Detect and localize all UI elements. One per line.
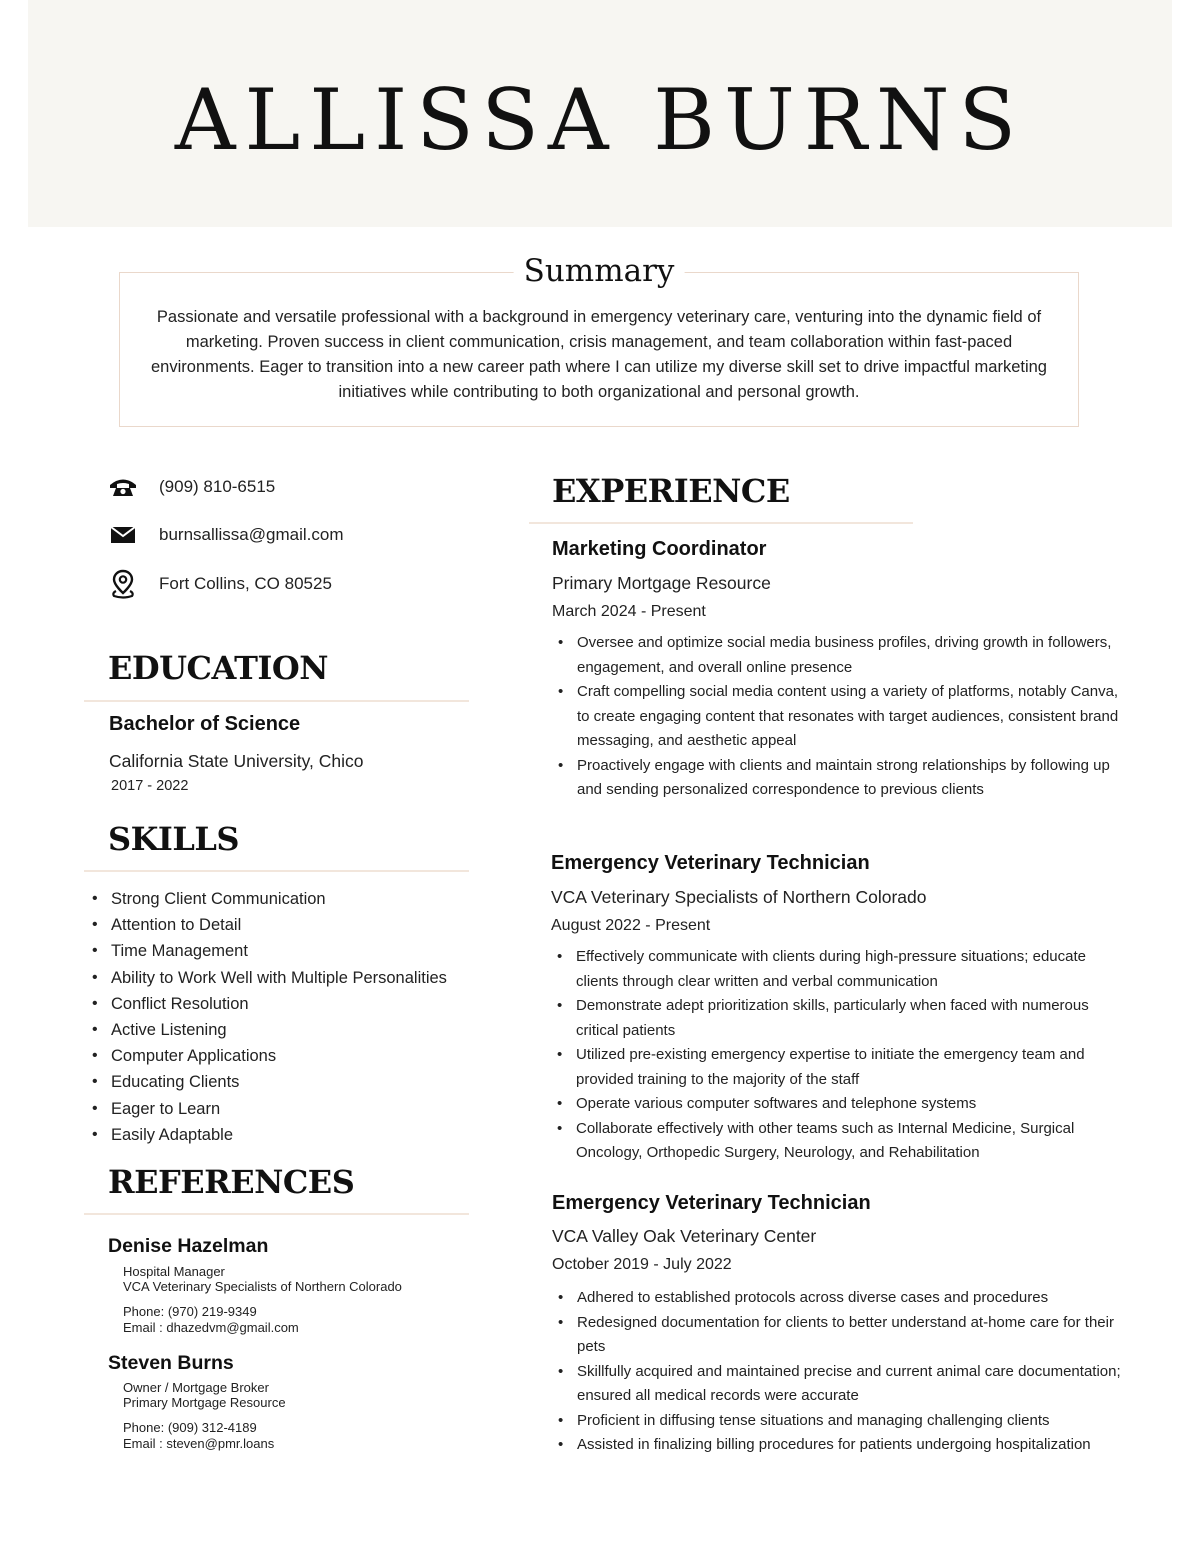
education-degree: Bachelor of Science bbox=[109, 713, 301, 735]
contact-email bbox=[108, 520, 344, 550]
skill-item: • Conflict Resolution bbox=[92, 991, 447, 1017]
job-company: Primary Mortgage Resource bbox=[552, 573, 771, 593]
job-dates: August 2022 - Present bbox=[551, 917, 711, 934]
candidate-name: ALLISSA BURNS bbox=[174, 71, 1026, 169]
job-bullet: • Proactively engage with clients and maintain strong relationships by following up and sending personalized correspondence to previous clients bbox=[552, 754, 1122, 803]
job-bullet: • Effectively communicate with clients during high-pressure situations; educate clients through clear written and verbal communication bbox=[551, 945, 1121, 994]
job-title: Marketing Coordinator bbox=[552, 538, 767, 560]
skill-item: • Eager to Learn bbox=[92, 1096, 447, 1122]
education-divider bbox=[84, 700, 469, 702]
job-dates: October 2019 - July 2022 bbox=[552, 1256, 732, 1273]
job-dates: March 2024 - Present bbox=[552, 603, 706, 620]
job-bullets bbox=[551, 945, 1121, 1166]
skill-item: • Active Listening bbox=[92, 1017, 447, 1043]
references-divider bbox=[84, 1213, 469, 1215]
experience-title: EXPERIENCE bbox=[552, 472, 790, 510]
contact-phone bbox=[108, 472, 275, 502]
job-bullet: • Redesigned documentation for clients to better understand at-home care for their pets bbox=[552, 1311, 1132, 1360]
phone-icon bbox=[108, 472, 138, 502]
reference-role: Hospital Manager bbox=[123, 1264, 225, 1279]
email-address[interactable]: burnsallissa@gmail.com bbox=[159, 525, 344, 544]
job-bullet: • Oversee and optimize social media business profiles, driving growth in followers, engagement, and overall online presence bbox=[552, 631, 1122, 680]
skills-divider bbox=[84, 870, 469, 872]
phone-number[interactable]: (909) 810-6515 bbox=[159, 477, 276, 496]
job-bullet: • Operate various computer softwares and telephone systems bbox=[551, 1092, 1121, 1117]
references-title: REFERENCES bbox=[108, 1163, 355, 1201]
job-bullet: • Demonstrate adept prioritization skills, particularly when faced with numerous critical patients bbox=[551, 994, 1121, 1043]
skill-item: • Attention to Detail bbox=[92, 912, 447, 938]
skills-list bbox=[92, 886, 447, 1148]
job-bullet: • Proficient in diffusing tense situations and managing challenging clients bbox=[552, 1409, 1132, 1434]
education-years: 2017 - 2022 bbox=[111, 778, 189, 794]
skill-item: • Educating Clients bbox=[92, 1069, 447, 1095]
reference-email[interactable]: Email : dhazedvm@gmail.com bbox=[123, 1320, 299, 1335]
summary-box bbox=[119, 253, 1079, 427]
skill-item: • Computer Applications bbox=[92, 1043, 447, 1069]
reference-email[interactable]: Email : steven@pmr.loans bbox=[123, 1436, 275, 1451]
header-band bbox=[28, 0, 1172, 227]
education-school: California State University, Chico bbox=[109, 751, 364, 771]
reference-name: Denise Hazelman bbox=[108, 1235, 269, 1257]
reference-phone[interactable]: Phone: (970) 219-9349 bbox=[123, 1304, 257, 1319]
job-bullet: • Collaborate effectively with other teams such as Internal Medicine, Surgical Oncology, Orthopedic Surgery, Neurology, and Rehabilitation bbox=[551, 1117, 1121, 1166]
contact-location bbox=[108, 569, 332, 599]
skill-item: • Time Management bbox=[92, 938, 447, 964]
education-title: EDUCATION bbox=[108, 649, 328, 687]
skill-item: • Strong Client Communication bbox=[92, 886, 447, 912]
job-bullet: • Utilized pre-existing emergency expertise to initiate the emergency team and provided training to the majority of the staff bbox=[551, 1043, 1121, 1092]
skill-item: • Ability to Work Well with Multiple Personalities bbox=[92, 965, 447, 991]
job-company: VCA Valley Oak Veterinary Center bbox=[552, 1226, 817, 1246]
reference-name: Steven Burns bbox=[108, 1352, 234, 1374]
reference-role: Owner / Mortgage Broker bbox=[123, 1380, 269, 1395]
job-bullet: • Adhered to established protocols across diverse cases and procedures bbox=[552, 1286, 1132, 1311]
reference-org: VCA Veterinary Specialists of Northern Colorado bbox=[123, 1279, 402, 1294]
job-bullet: • Assisted in finalizing billing procedures for patients undergoing hospitalization bbox=[552, 1433, 1132, 1458]
job-bullet: • Craft compelling social media content using a variety of platforms, notably Canva, to create engaging content that resonates with target audiences, consistent brand messaging, and aesthetic appeal bbox=[552, 680, 1122, 754]
job-bullet: • Skillfully acquired and maintained precise and current animal care documentation; ensured all medical records were accurate bbox=[552, 1360, 1132, 1409]
summary-title: Summary bbox=[514, 253, 685, 290]
job-bullets bbox=[552, 1286, 1132, 1458]
location-pin-icon bbox=[108, 569, 138, 599]
envelope-icon bbox=[108, 520, 138, 550]
experience-divider bbox=[529, 522, 913, 524]
job-title: Emergency Veterinary Technician bbox=[552, 1192, 871, 1214]
skill-item: • Easily Adaptable bbox=[92, 1122, 447, 1148]
reference-org: Primary Mortgage Resource bbox=[123, 1395, 286, 1410]
job-bullets bbox=[552, 631, 1122, 803]
job-company: VCA Veterinary Specialists of Northern Colorado bbox=[551, 887, 927, 907]
skills-title: SKILLS bbox=[108, 820, 239, 858]
reference-phone[interactable]: Phone: (909) 312-4189 bbox=[123, 1420, 257, 1435]
location-text: Fort Collins, CO 80525 bbox=[159, 574, 332, 593]
job-title: Emergency Veterinary Technician bbox=[551, 852, 870, 874]
summary-text: Passionate and versatile professional with a background in emergency veterinary care, venturing into the dynamic field of marketing. Proven success in client communication, crisis management, and team collaboration within fast-paced environments. Eager to transition into a new career path where I can utilize my diverse skill set to drive impactful marketing initiatives while contributing to both organizational and personal growth. bbox=[151, 308, 1047, 401]
